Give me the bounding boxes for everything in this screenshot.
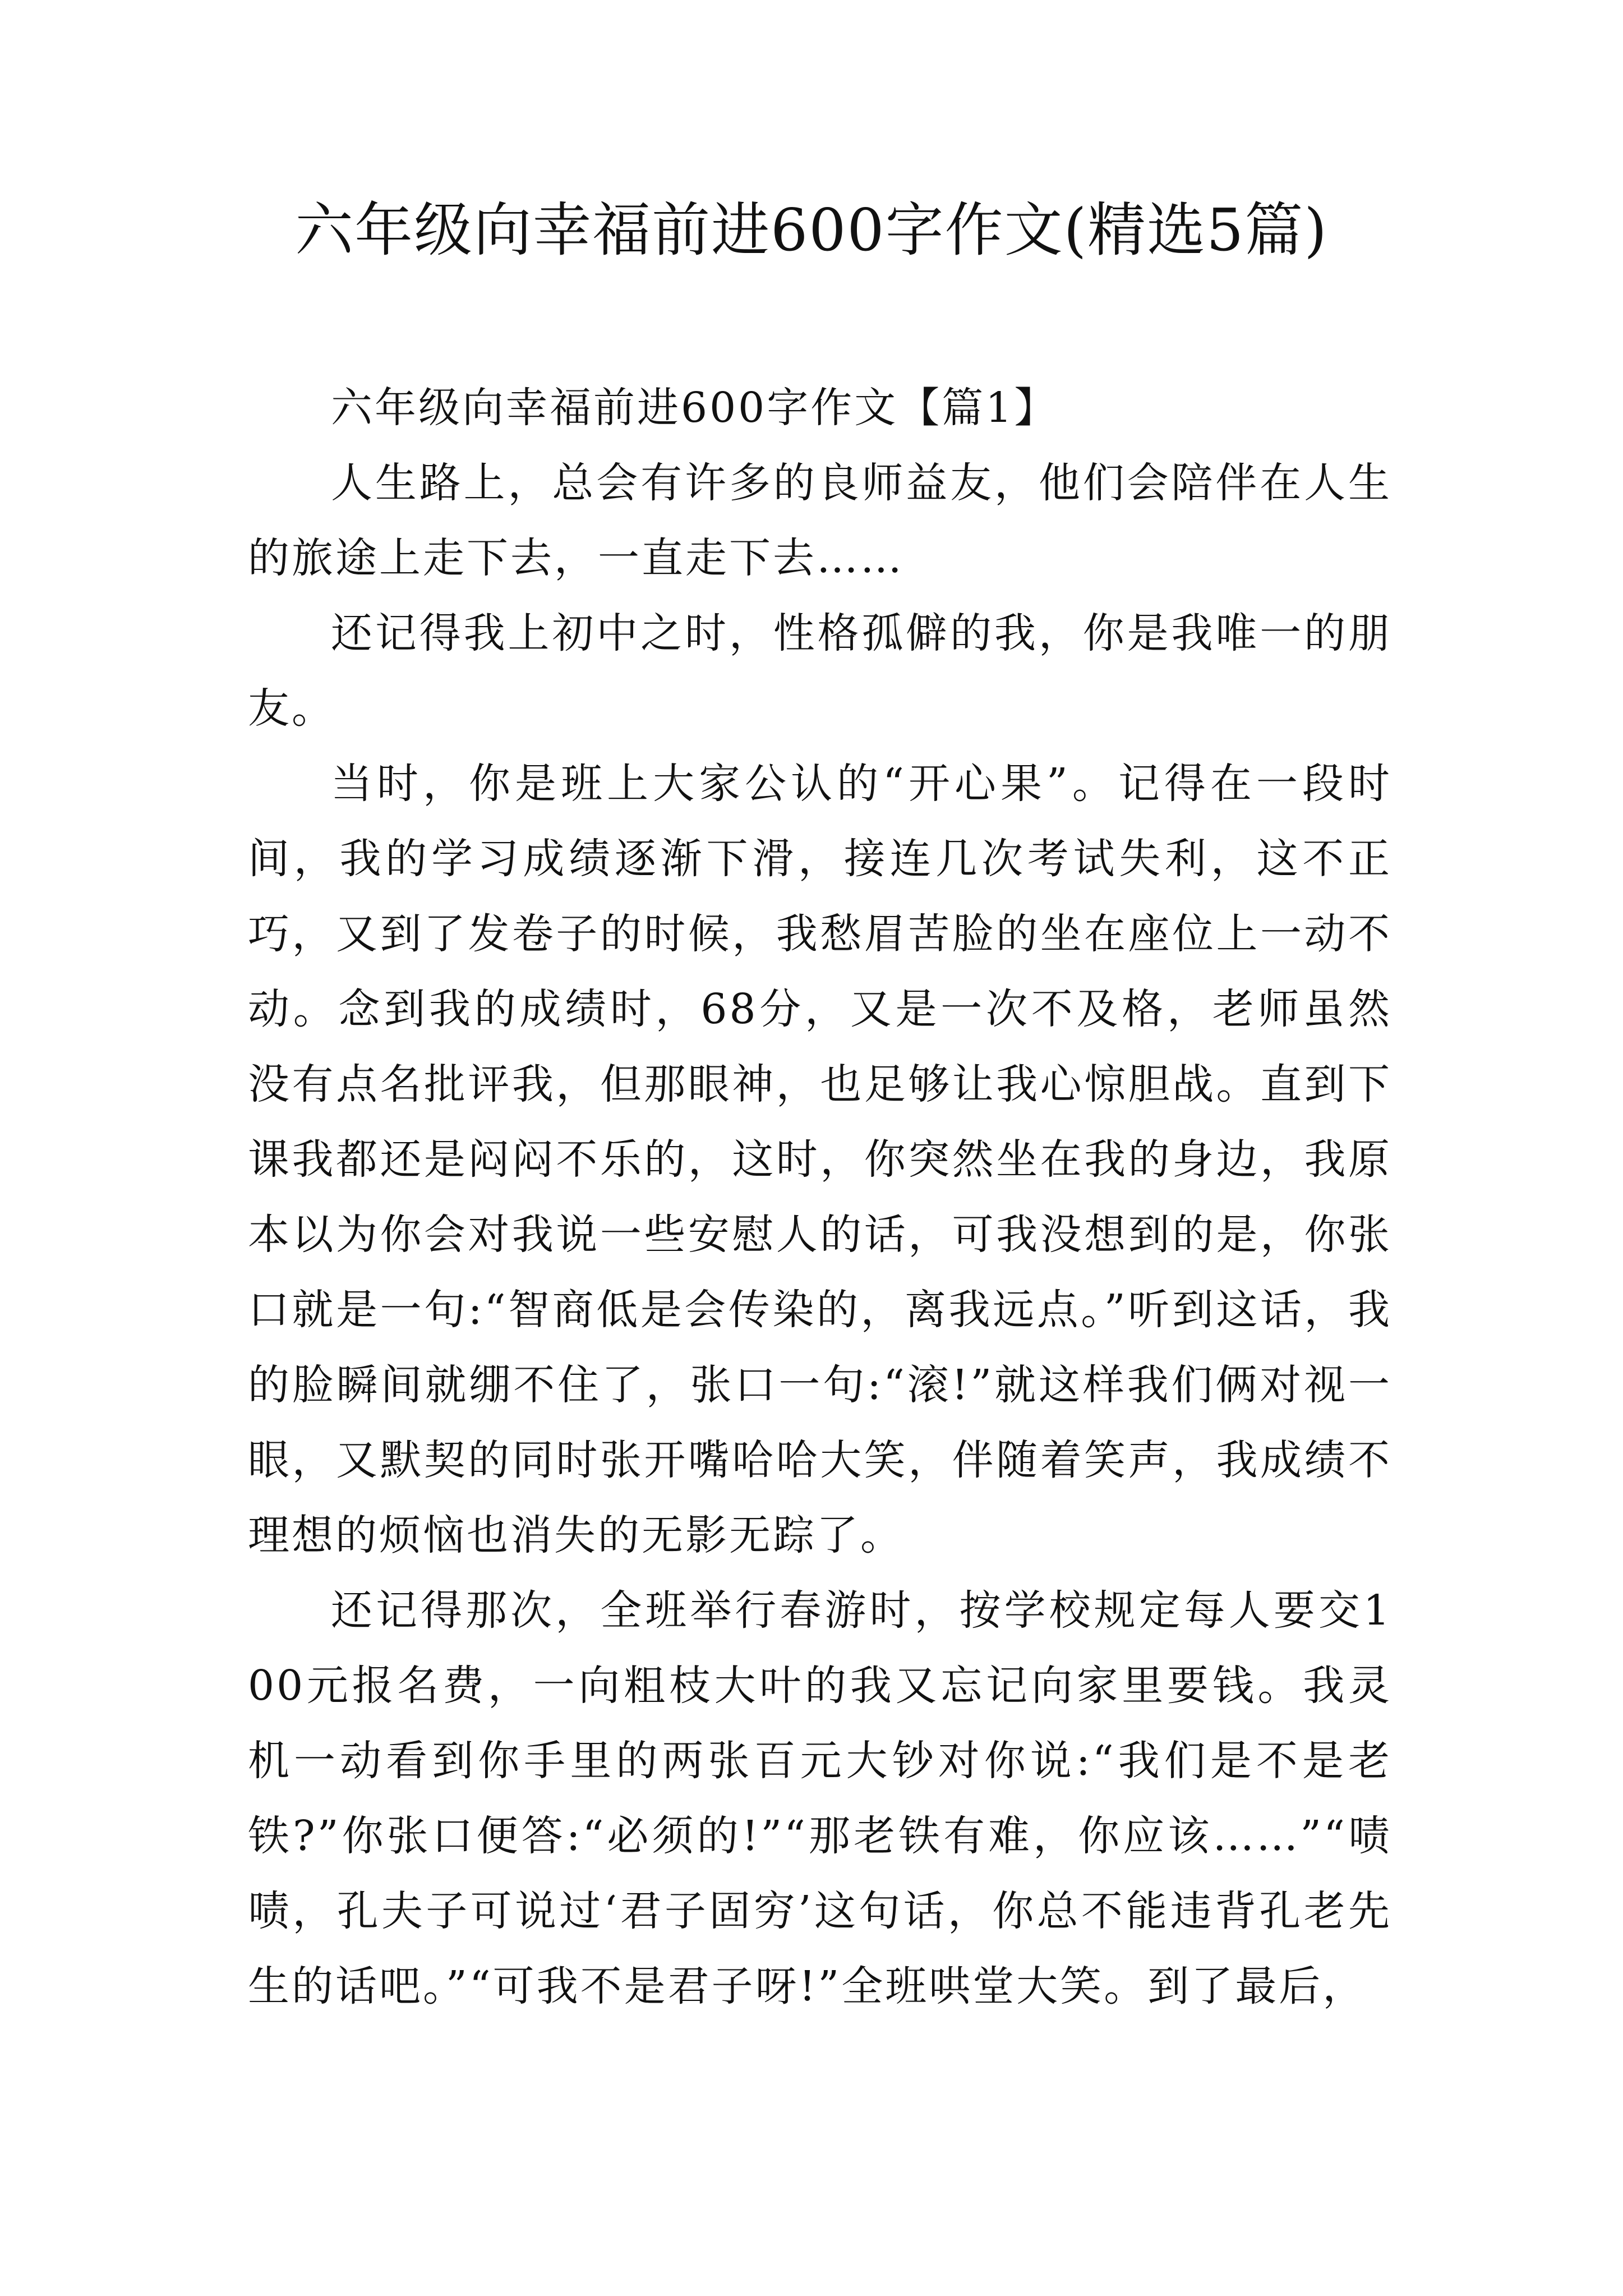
section-heading: 六年级向幸福前进600字作文【篇1】 bbox=[331, 384, 1058, 432]
document-body bbox=[248, 370, 1392, 2024]
document-title: 六年级向幸福前进600字作文(精选5篇) bbox=[295, 196, 1328, 264]
paragraph-1: 人生路上，总会有许多的良师益友，他们会陪伴在人生的旅途上走下去，一直走下去…… bbox=[248, 459, 1392, 582]
paragraph-4: 还记得那次，全班举行春游时，按学校规定每人要交100元报名费，一向粗枝大叶的我又忘记向家里要钱。我灵机一动看到你手里的两张百元大钞对你说:“我们是不是老铁?”你张口便答:“必须的!”“那老铁有难，你应该……”“啧啧，孔夫子可说过‘君子固穷’这句话，你总不能违背孔老先生的话吧。”“可我不是君子呀!”全班哄堂大笑。到了最后， bbox=[248, 1586, 1392, 2010]
paragraph-3: 当时，你是班上大家公认的“开心果”。记得在一段时间，我的学习成绩逐渐下滑，接连几次考试失利，这不正巧，又到了发卷子的时候，我愁眉苦脸的坐在座位上一动不动。念到我的成绩时，68分，又是一次不及格，老师虽然没有点名批评我，但那眼神，也足够让我心惊胆战。直到下课我都还是闷闷不乐的，这时，你突然坐在我的身边，我原本以为你会对我说一些安慰人的话，可我没想到的是，你张口就是一句:“智商低是会传染的，离我远点。”听到这话，我的脸瞬间就绷不住了，张口一句:“滚!”就这样我们俩对视一眼，又默契的同时张开嘴哈哈大笑，伴随着笑声，我成绩不理想的烦恼也消失的无影无踪了。 bbox=[248, 760, 1392, 1559]
paragraph-2: 还记得我上初中之时，性格孤僻的我，你是我唯一的朋友。 bbox=[248, 609, 1392, 733]
